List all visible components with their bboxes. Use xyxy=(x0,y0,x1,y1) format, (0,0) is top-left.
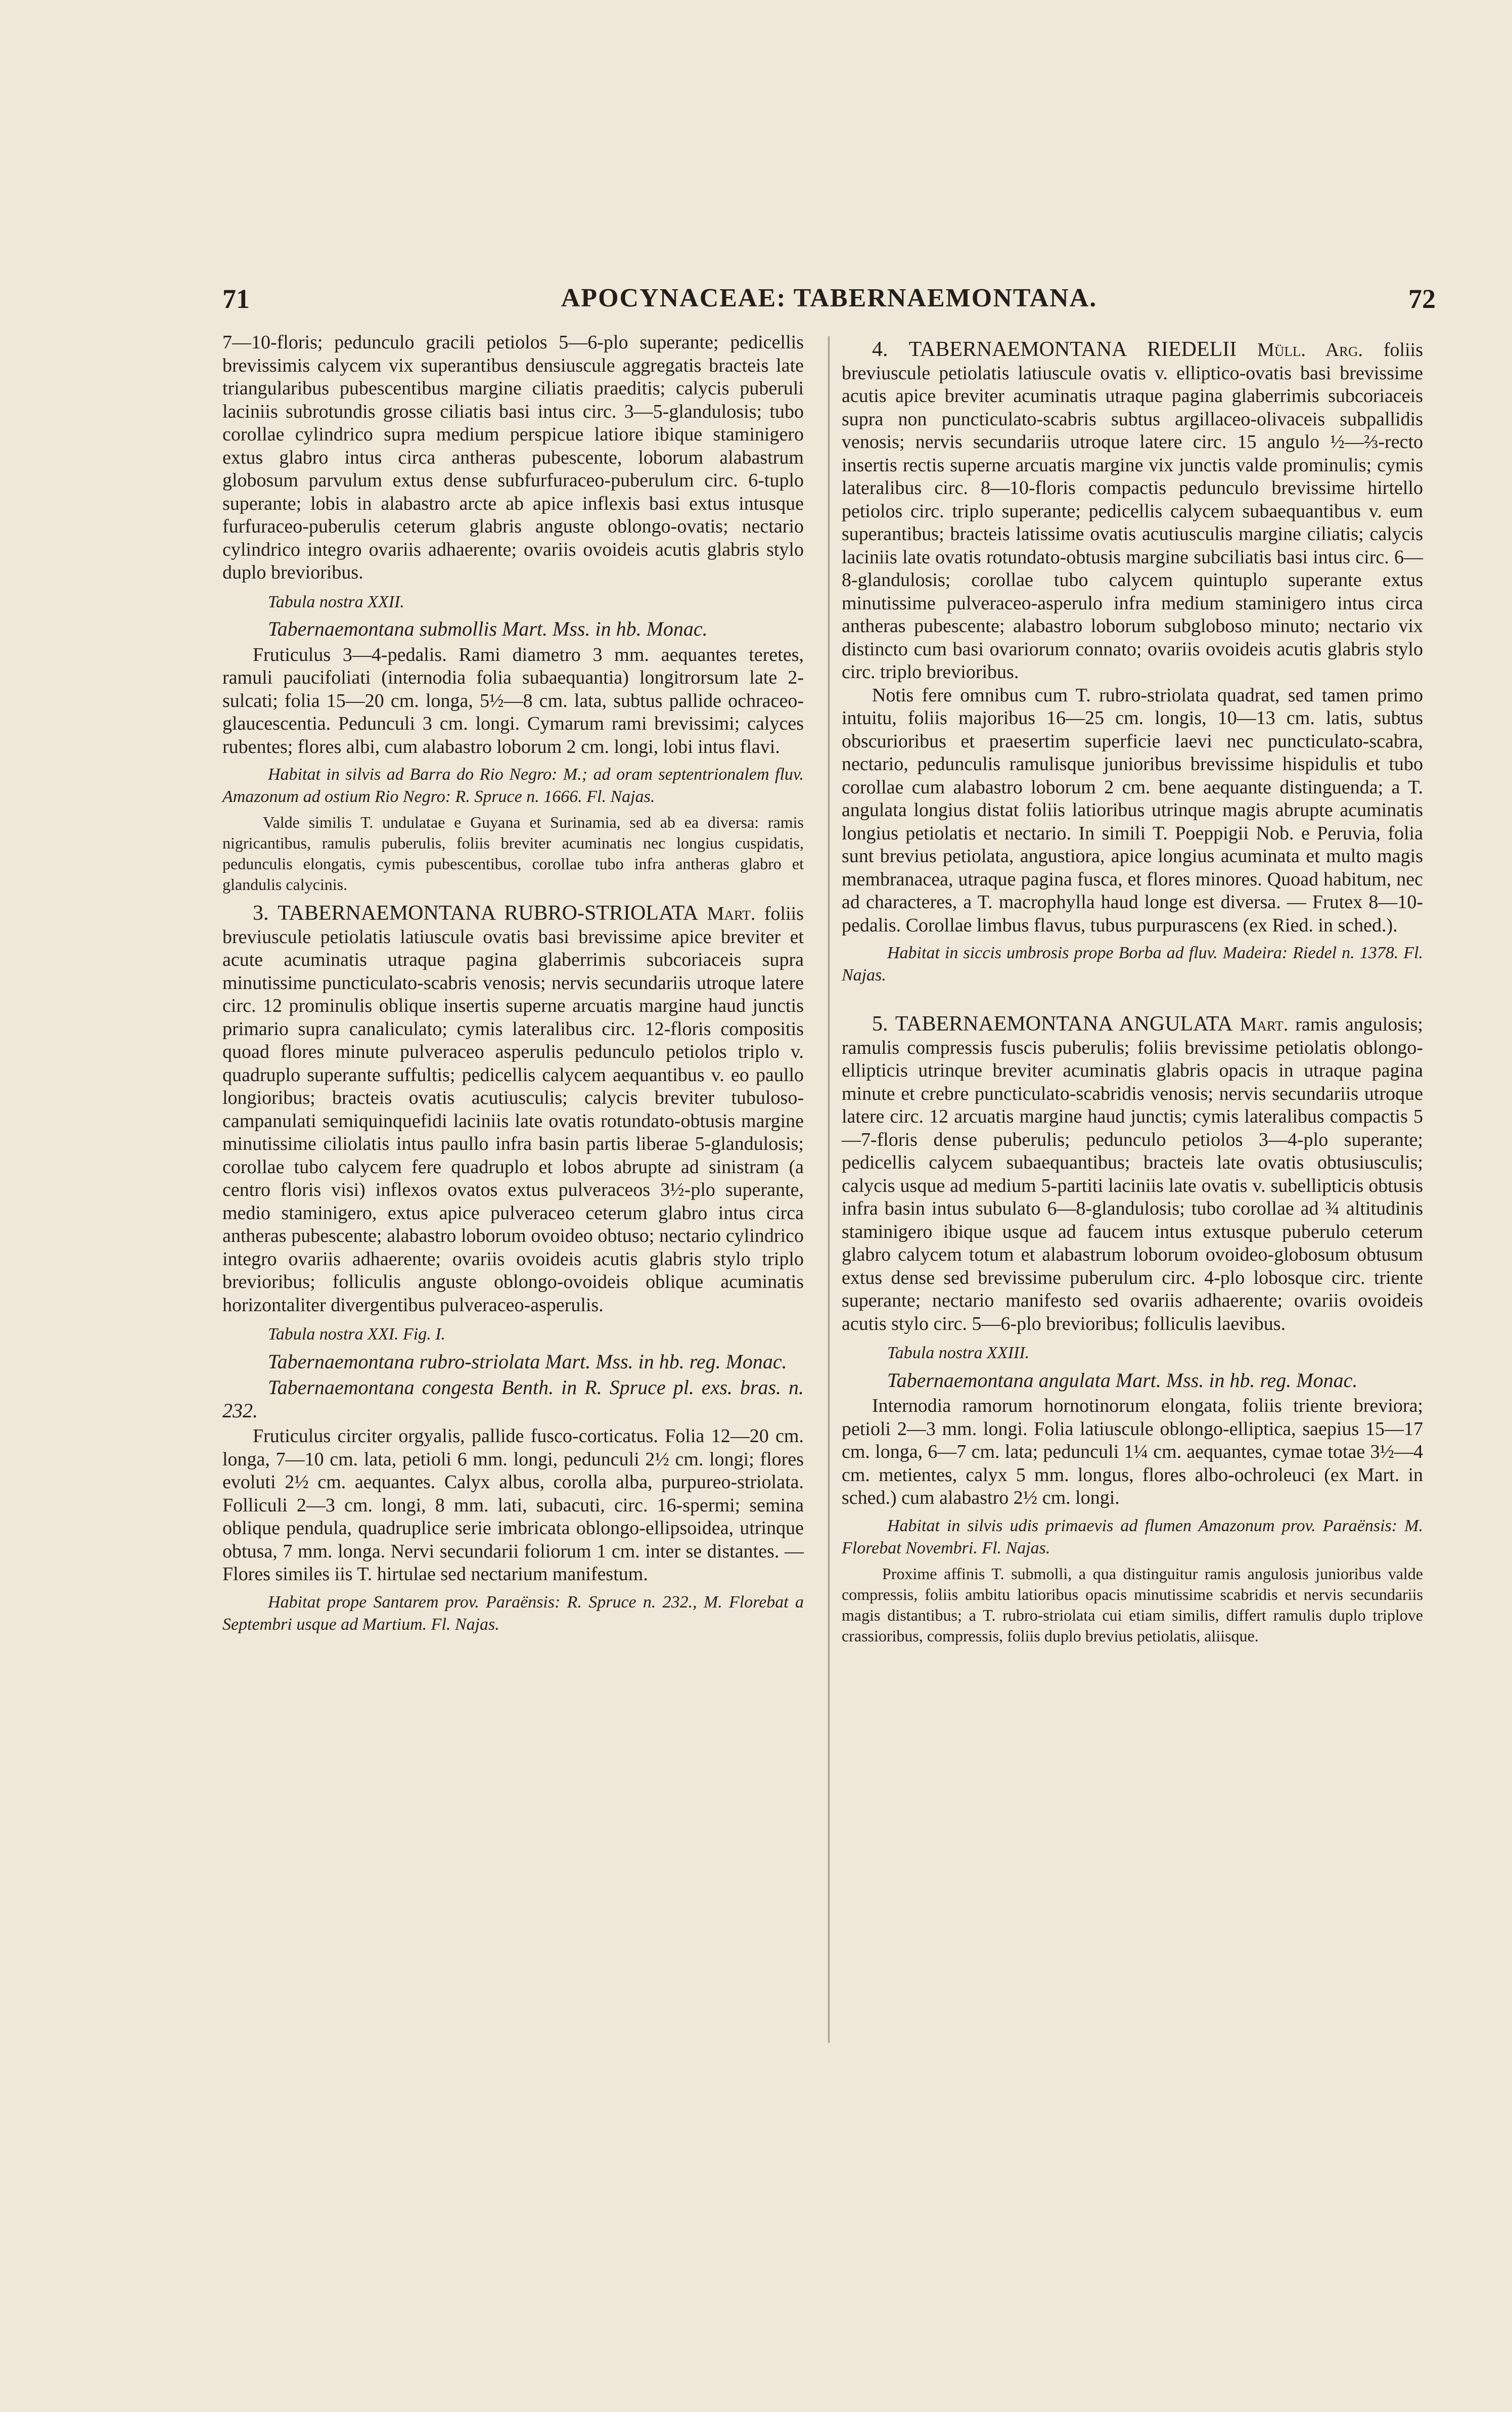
note-paragraph: Proxime affinis T. submolli, a qua distinguitur ramis angulosis junioribus valde compressis, foliis ambitu latioribus opacis minutissime scabridis et nervis secundariis magis distantibus; a T. rubro-striolata cui etiam similis, differt ramulis duplo triplove crassioribus, compressis, foliis duplo brevius petiolatis, aliisque. xyxy=(842,1564,1423,1645)
body-paragraph: Notis fere omnibus cum T. rubro-striolata quadrat, sed tamen primo intuitu, foliis majoribus 16—25 cm. longis, 10—13 cm. latis, subtus obscurioribus et praesertim superficie laevi nec puncticulato-scabra, nectario, pedunculis ramulisque junioribus brevissime hispidulis et tubo corollae cum alabastro loborum 2 cm. bene aequante distinguenda; a T. angulata longius distat foliis latioribus utrinque magis abrupte acuminatis longius petiolatis et nectario. In simili T. Poeppigii Nob. e Peruvia, folia sunt brevius petiolata, angustiora, apice longius acuminata et multo magis membranacea, utraque pagina fusca, et flores minores. Quoad habitum, nec ad characteres, a T. macrophylla haud longe est diversa. — Frutex 8—10-pedalis. Corollae limbus flavus, tubus purpurascens (ex Ried. in sched.). xyxy=(842,684,1423,936)
species-diagnosis: foliis breviuscule petiolatis latiuscule ovatis v. elliptico-ovatis basi brevissime acutis apice breviter acuminatis utraque pagina glaberrimis subcoriaceis supra non puncticulato-scabris subtus argillaceo-olivaceis subpallidis venosis; nervis secundariis utroque latere circ. 15 angulo ½—⅔-recto insertis rectis superne arcuatis margine vix junctis valde prominulis; cymis lateralibus circ. 8—10-floris compactis pedunculo brevissime hirtello petiolos circ. triplo superante; pedicellis calycem subaequantibus v. eum superantibus; bracteis latissime ovatis acutiusculis margine ciliatis; calycis laciniis late ovatis rotundato-obtusis margine subciliatis basi intus circ. 6—8-glandulosis; corollae tubo calycem quintuplo superante extus minutissime pulveraceo-asperulo infra medium staminigero intus circa antheras pubescente; alabastro loborum subgloboso minuto; nectario vix distincto cum basi ovariorum connato; ovariis ovoideis acutis glabris stylo circ. triplo brevioribus. xyxy=(842,339,1423,683)
body-paragraph: Fruticulus 3—4-pedalis. Rami diametro 3 mm. aequantes teretes, ramuli paucifoliati (internodia folia subaequantia) longitrorsum late 2-sulcati; folia 15—20 cm. longa, 5½—8 cm. lata, subtus pallide ochraceo-glaucescentia. Pedunculi 3 cm. longi. Cymarum rami brevissimi; calyces rubentes; flores albi, cum alabastro loborum 2 cm. longi, lobi intus flavi. xyxy=(222,644,804,757)
synonym-line: Tabernaemontana rubro-striolata Mart. Mss. in hb. reg. Monac. xyxy=(268,1350,787,1373)
synonym-line: Tabernaemontana submollis Mart. Mss. in hb. Monac. xyxy=(268,617,708,640)
species-author: Müll. Arg. xyxy=(1257,339,1363,361)
column-divider xyxy=(828,336,830,2043)
habitat-paragraph: Habitat prope Santarem prov. Paraënsis: R. Spruce n. 232., M. Florebat a Septembri usque ad Martium. Fl. Najas. xyxy=(222,1592,804,1634)
right-column xyxy=(842,331,1423,1646)
right-page-number: 72 xyxy=(1408,284,1436,314)
species-title: 5. TABERNAEMONTANA ANGULATA xyxy=(872,1012,1233,1036)
synonym-line: Tabernaemontana angulata Mart. Mss. in hb. reg. Monac. xyxy=(887,1368,1358,1392)
left-page-number: 71 xyxy=(222,284,250,314)
species-heading-paragraph xyxy=(222,902,804,1317)
paragraph-gap xyxy=(842,987,1423,1006)
species-diagnosis: ramis angulosis; ramulis compressis fuscis puberulis; foliis brevissime petiolatis oblongo-ellipticis utrinque breviter acuminatis glabris opacis in utraque pagina minute et crebre puncticulato-scabridis venosis; nervis secundariis utroque latere circ. 12 arcuatis margine haud junctis; cymis lateralibus compactis 5—7-floris dense puberulis; pedunculo petiolos 3—4-plo superante; pedicellis calycem subaequantibus; bracteis late ovatis obtusiusculis; calycis usque ad medium 5-partiti laciniis late ovatis v. subellipticis obtusis infra basin intus subulato 6—8-glandulosis; tubo corollae ad ¾ altitudinis staminigero ibique usque ad faucem intus extusque puberulo ceterum glabro calycem totum et alabastrum loborum ovoideo-globosum obtusum extus dense sed brevissime puberulum circ. 4-plo lobosque circ. triente superante; nectario manifesto sed ovariis adhaerente; ovariis ovoideis acutis stylo circ. 5—6-plo brevioribus; folliculis laevibus. xyxy=(842,1014,1423,1334)
body-paragraph: Fruticulus circiter orgyalis, pallide fusco-corticatus. Folia 12—20 cm. longa, 7—10 cm. lata, petioli 6 mm. longi, pedunculi 2½ cm. longi; flores evoluti 2½ cm. aequantes. Calyx albus, corolla alba, purpureo-striolata. Folliculi 2—3 cm. longi, 8 mm. lati, subacuti, circ. 16-spermi; semina oblique pendula, quadruplice serie imbricata oblongo-ellipsoidea, utrinque obtusa, 7 mm. longa. Nervi secundarii foliorum 1 cm. inter se distantes. — Flores similes iis T. hirtulae sed nectarium manifestum. xyxy=(222,1425,804,1585)
plate-reference: Tabula nostra XXI. Fig. I. xyxy=(268,1325,446,1344)
species-author: Mart. xyxy=(1240,1014,1289,1035)
species-diagnosis: foliis breviuscule petiolatis latiuscule ovatis basi brevissime apice breviter et acute acuminatis utraque pagina glaberrimis subcoriaceis supra minutissime puncticulato-scabris venosis; nervis secundariis utroque latere circ. 12 prominulis oblique insertis superne arcuatis margine haud junctis primario supra canaliculato; cymis lateralibus circ. 12-floris compositis quoad flores minute pulveraceo asperulis pedunculo petiolos triplo v. quadruplo superante suffultis; pedicellis calycem aequantibus v. eo paullo longioribus; bracteis ovatis acutiusculis; calycis breviter tubuloso-campanulati semiquinquefidi laciniis late ovatis rotundato-obtusis margine minutissime ciliolatis intus paullo infra basin partis liberae 5-glandulosis; corollae tubo calycem fere quadruplo et lobos abrupte ad sinistram (a centro floris visi) inflexos ovatos extus pulveraceos 3½-plo superante, medio staminigero, extus apice pulveraceo ceterum glabro intus circa antheras pubescente; alabastro loborum ovoideo obtuso; nectario cylindrico integro ovariis adhaerente; ovariis ovoideis acutis glabris stylo triplo brevioribus; folliculis anguste oblongo-ovoideis oblique acuminatis horizontaliter divergentibus pulveraceo-asperulis. xyxy=(222,903,804,1316)
synonym-line: Tabernaemontana congesta Benth. in R. Spruce pl. exs. bras. n. 232. xyxy=(222,1376,804,1422)
species-heading-paragraph xyxy=(842,1013,1423,1335)
habitat-paragraph: Habitat in silvis ad Barra do Rio Negro: M.; ad oram septentrionalem fluv. Amazonum ad ostium Rio Negro: R. Spruce n. 1666. Fl. Najas. xyxy=(222,765,804,806)
species-heading-paragraph xyxy=(842,338,1423,684)
species-title: 4. TABERNAEMONTANA RIEDELII xyxy=(872,338,1237,361)
running-title: APOCYNACEAE: TABERNAEMONTANA. xyxy=(561,284,1097,312)
plate-reference: Tabula nostra XXIII. xyxy=(887,1344,1030,1362)
habitat-paragraph: Habitat in silvis udis primaevis ad flumen Amazonum prov. Paraënsis: M. Florebat Novembri. Fl. Najas. xyxy=(842,1516,1423,1557)
plate-reference: Tabula nostra XXII. xyxy=(268,592,404,611)
body-paragraph: Internodia ramorum hornotinorum elongata, foliis triente breviora; petioli 2—3 mm. longi. Folia latiuscule oblongo-elliptica, saepius 15—17 cm. longa, 6—7 cm. lata; pedunculi 1¼ cm. aequantes, cymae totae 3½—4 cm. metientes, calyx 5 mm. longus, flores albo-ochroleuci (ex Mart. in sched.) cum alabastro 2½ cm. longi. xyxy=(842,1395,1423,1508)
description-paragraph: 7—10-floris; pedunculo gracili petiolos 5—6-plo superante; pedicellis brevissimis calycem vix superantibus densiuscule aggregatis bracteis late triangularibus pubescentibus margine ciliatis praeditis; calycis puberuli laciniis subrotundis grosse ciliatis basi intus circ. 3—5-glandulosis; tubo corollae cylindrico supra medium perspicue latiore ibique staminigero extus glabro intus circa antheras pubescente, loborum alabastrum globosum parvulum extus dense subfurfuraceo-puberulum circ. 6-tuplo superante; lobis in alabastro arcte ab apice inflexis basi extus intusque furfuraceo-puberulis ceterum glabris anguste oblongo-ovatis; nectario cylindrico integro ovariis adhaerente; ovariis ovoideis acutis glabris stylo duplo brevioribus. xyxy=(222,332,804,583)
page-header xyxy=(222,283,1436,324)
species-author: Mart. xyxy=(707,903,756,924)
left-column xyxy=(222,331,804,1636)
habitat-paragraph: Habitat in siccis umbrosis prope Borba ad fluv. Madeira: Riedel n. 1378. Fl. Najas. xyxy=(842,944,1423,985)
species-title: 3. TABERNAEMONTANA RUBRO-STRIOLATA xyxy=(253,902,699,925)
note-paragraph: Valde similis T. undulatae e Guyana et Surinamia, sed ab ea diversa: ramis nigricantibus, ramulis puberulis, foliis breviter acuminatis nec longius cuspidatis, pedunculis elongatis, cymis pubescentibus, corollae tubo infra antheras glabro et glandulis calycinis. xyxy=(222,813,804,894)
